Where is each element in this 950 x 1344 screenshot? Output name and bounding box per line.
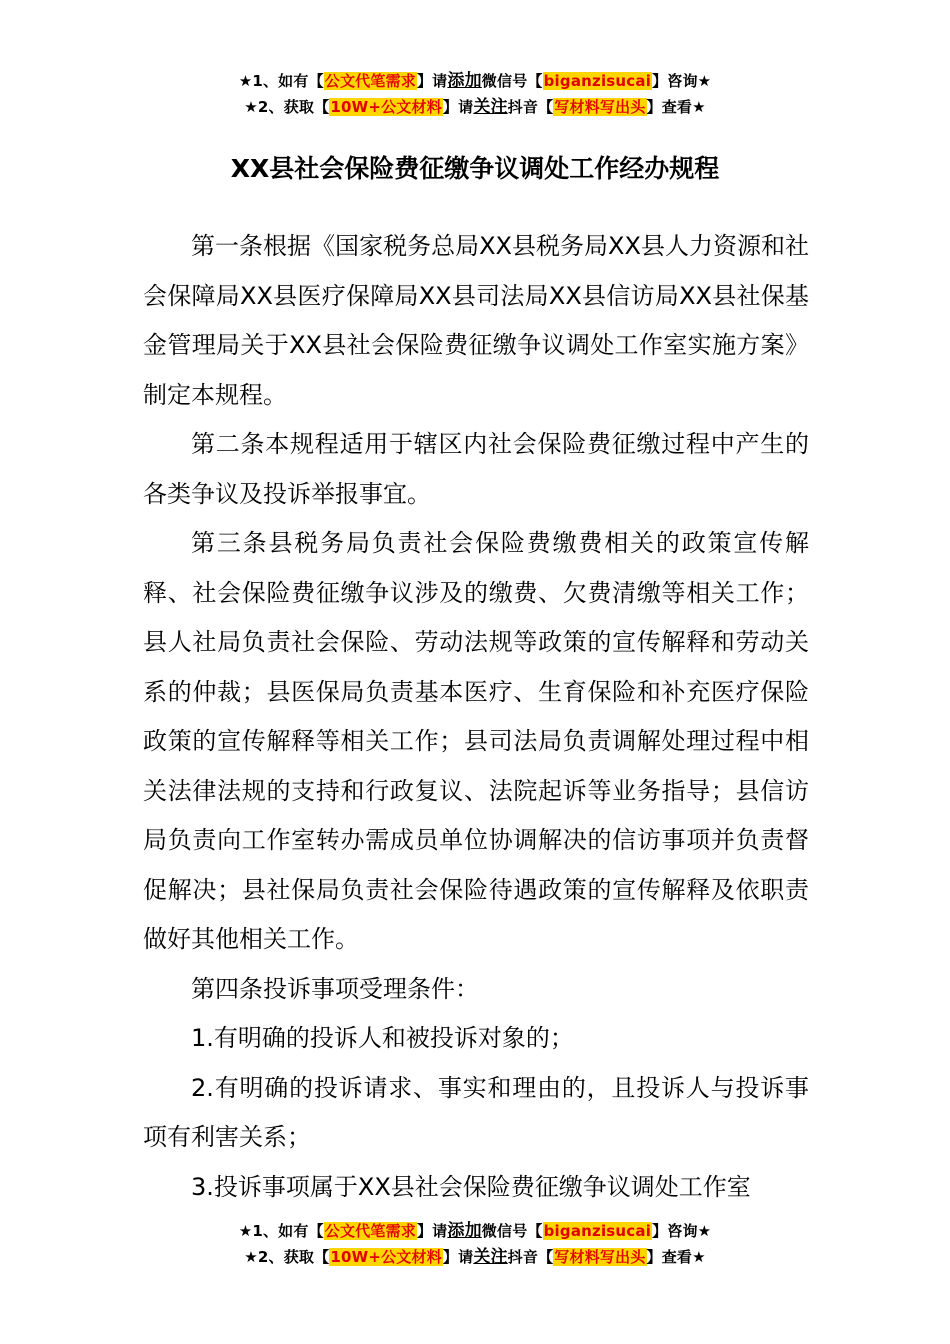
promo-line-1: ★1、如有【公文代笔需求】请添加微信号【biganzisucai】咨询★ bbox=[238, 71, 712, 91]
promo-highlight: 10W+公文材料 bbox=[330, 1248, 442, 1266]
article-1: 第一条根据《国家税务总局XX县税务局XX县人力资源和社会保障局XX县医疗保障局XX县司法局XX县信访局XX县社保基金管理局关于XX县社会保险费征缴争议调处工作室实施方案》制定本规程。 bbox=[143, 232, 809, 409]
article-3: 第三条县税务局负责社会保险费缴费相关的政策宣传解释、社会保险费征缴争议涉及的缴费、欠费清缴等相关工作；县人社局负责社会保险、劳动法规等政策的宣传解释和劳动关系的仲裁；县医保局负责基本医疗、生育保险和补充医疗保险政策的宣传解释等相关工作；县司法局负责调解处理过程中相关法律法规的支持和行政复议、法院起诉等业务指导；县信访局负责向工作室转办需成员单位协调解决的信访事项并负责督促解决；县社保局负责社会保险待遇政策的宣传解释及依职责做好其他相关工作。 bbox=[143, 529, 809, 953]
promo-wechat-id: biganzisucai bbox=[543, 1222, 652, 1240]
document-title: XX县社会保险费征缴争议调处工作经办规程 bbox=[230, 154, 720, 183]
promo-highlight: 10W+公文材料 bbox=[330, 98, 442, 116]
promo-douyin-id: 写材料写出头 bbox=[554, 98, 646, 116]
promo-banner-top bbox=[0, 68, 950, 120]
promo-line-2: ★2、获取【10W+公文材料】请关注抖音【写材料写出头】查看★ bbox=[244, 97, 706, 117]
condition-3: 3.投诉事项属于XX县社会保险费征缴争议调处工作室 bbox=[191, 1172, 751, 1201]
promo-highlight: 公文代笔需求 bbox=[324, 72, 416, 90]
article-2: 第二条本规程适用于辖区内社会保险费征缴过程中产生的各类争议及投诉举报事宜。 bbox=[143, 430, 809, 508]
promo-line-2: ★2、获取【10W+公文材料】请关注抖音【写材料写出头】查看★ bbox=[244, 1247, 706, 1267]
condition-2: 2.有明确的投诉请求、事实和理由的，且投诉人与投诉事项有利害关系； bbox=[143, 1073, 809, 1151]
promo-line-1: ★1、如有【公文代笔需求】请添加微信号【biganzisucai】咨询★ bbox=[238, 1221, 712, 1241]
condition-1: 1.有明确的投诉人和被投诉对象的； bbox=[191, 1024, 574, 1052]
promo-wechat-id: biganzisucai bbox=[543, 72, 652, 90]
promo-highlight: 公文代笔需求 bbox=[324, 1222, 416, 1240]
article-4: 第四条投诉事项受理条件： bbox=[191, 974, 479, 1003]
promo-banner-bottom bbox=[0, 1218, 950, 1270]
promo-douyin-id: 写材料写出头 bbox=[554, 1248, 646, 1266]
document-body bbox=[143, 222, 809, 1212]
